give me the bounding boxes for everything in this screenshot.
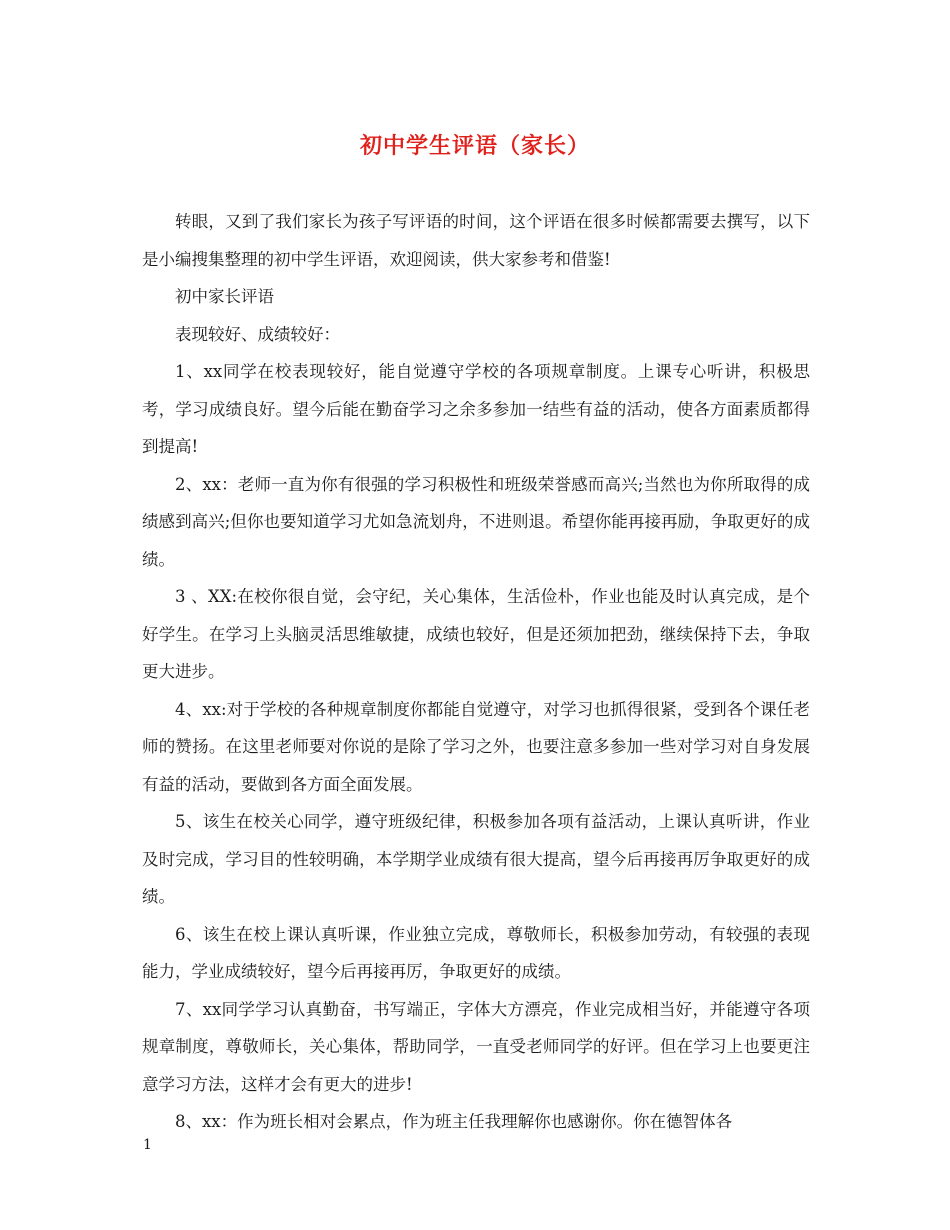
page-number: 1 [143,1137,152,1153]
intro-paragraph: 转眼，又到了我们家长为孩子写评语的时间，这个评语在很多时候都需要去撰写，以下是小编搜集整理的初中学生评语，欢迎阅读，供大家参考和借鉴! [142,212,810,269]
comment-paragraph-1: 1、xx同学在校表现较好，能自觉遵守学校的各项规章制度。上课专心听讲，积极思考，学习成绩良好。望今后能在勤奋学习之余多参加一结些有益的活动，使各方面素质都得到提高! [142,362,810,456]
document-body [142,203,810,1141]
comment-paragraph-2: 2、xx：老师一直为你有很强的学习积极性和班级荣誉感而高兴;当然也为你所取得的成绩感到高兴;但你也要知道学习尤如急流划舟，不进则退。希望你能再接再励，争取更好的成绩。 [142,474,810,569]
subsection-heading: 表现较好、成绩较好： [175,324,340,344]
comment-paragraph-4: 4、xx:对于学校的各种规章制度你都能自觉遵守，对学习也抓得很紧，受到各个课任老师的赞扬。在这里老师要对你说的是除了学习之外，也要注意多参加一些对学习对自身发展有益的活动，要做到各方面全面发展。 [142,699,810,794]
comment-paragraph-6: 6、该生在校上课认真听课，作业独立完成，尊敬师长，积极参加劳动，有较强的表现能力，学业成绩较好，望今后再接再厉，争取更好的成绩。 [142,924,810,981]
comment-paragraph-8: 8、xx：作为班长相对会累点，作为班主任我理解你也感谢你。你在德智体各 [175,1112,733,1131]
section-heading: 初中家长评语 [175,287,274,306]
comment-paragraph-3: 3 、XX:在校你很自觉，会守纪，关心集体，生活俭朴，作业也能及时认真完成，是个好学生。在学习上头脑灵活思维敏捷，成绩也较好，但是还须加把劲，继续保持下去，争取更大进步。 [142,587,810,681]
comment-paragraph-7: 7、xx同学学习认真勤奋，书写端正，字体大方漂亮，作业完成相当好，并能遵守各项规章制度，尊敬师长，关心集体，帮助同学，一直受老师同学的好评。但在学习上也要更注意学习方法，这样才会有更大的进步! [142,999,810,1094]
document-title: 初中学生评语（家长） [359,133,590,159]
comment-paragraph-5: 5、该生在校关心同学，遵守班级纪律，积极参加各项有益活动，上课认真听讲，作业及时完成，学习目的性较明确，本学期学业成绩有很大提高，望今后再接再厉争取更好的成绩。 [142,812,810,906]
